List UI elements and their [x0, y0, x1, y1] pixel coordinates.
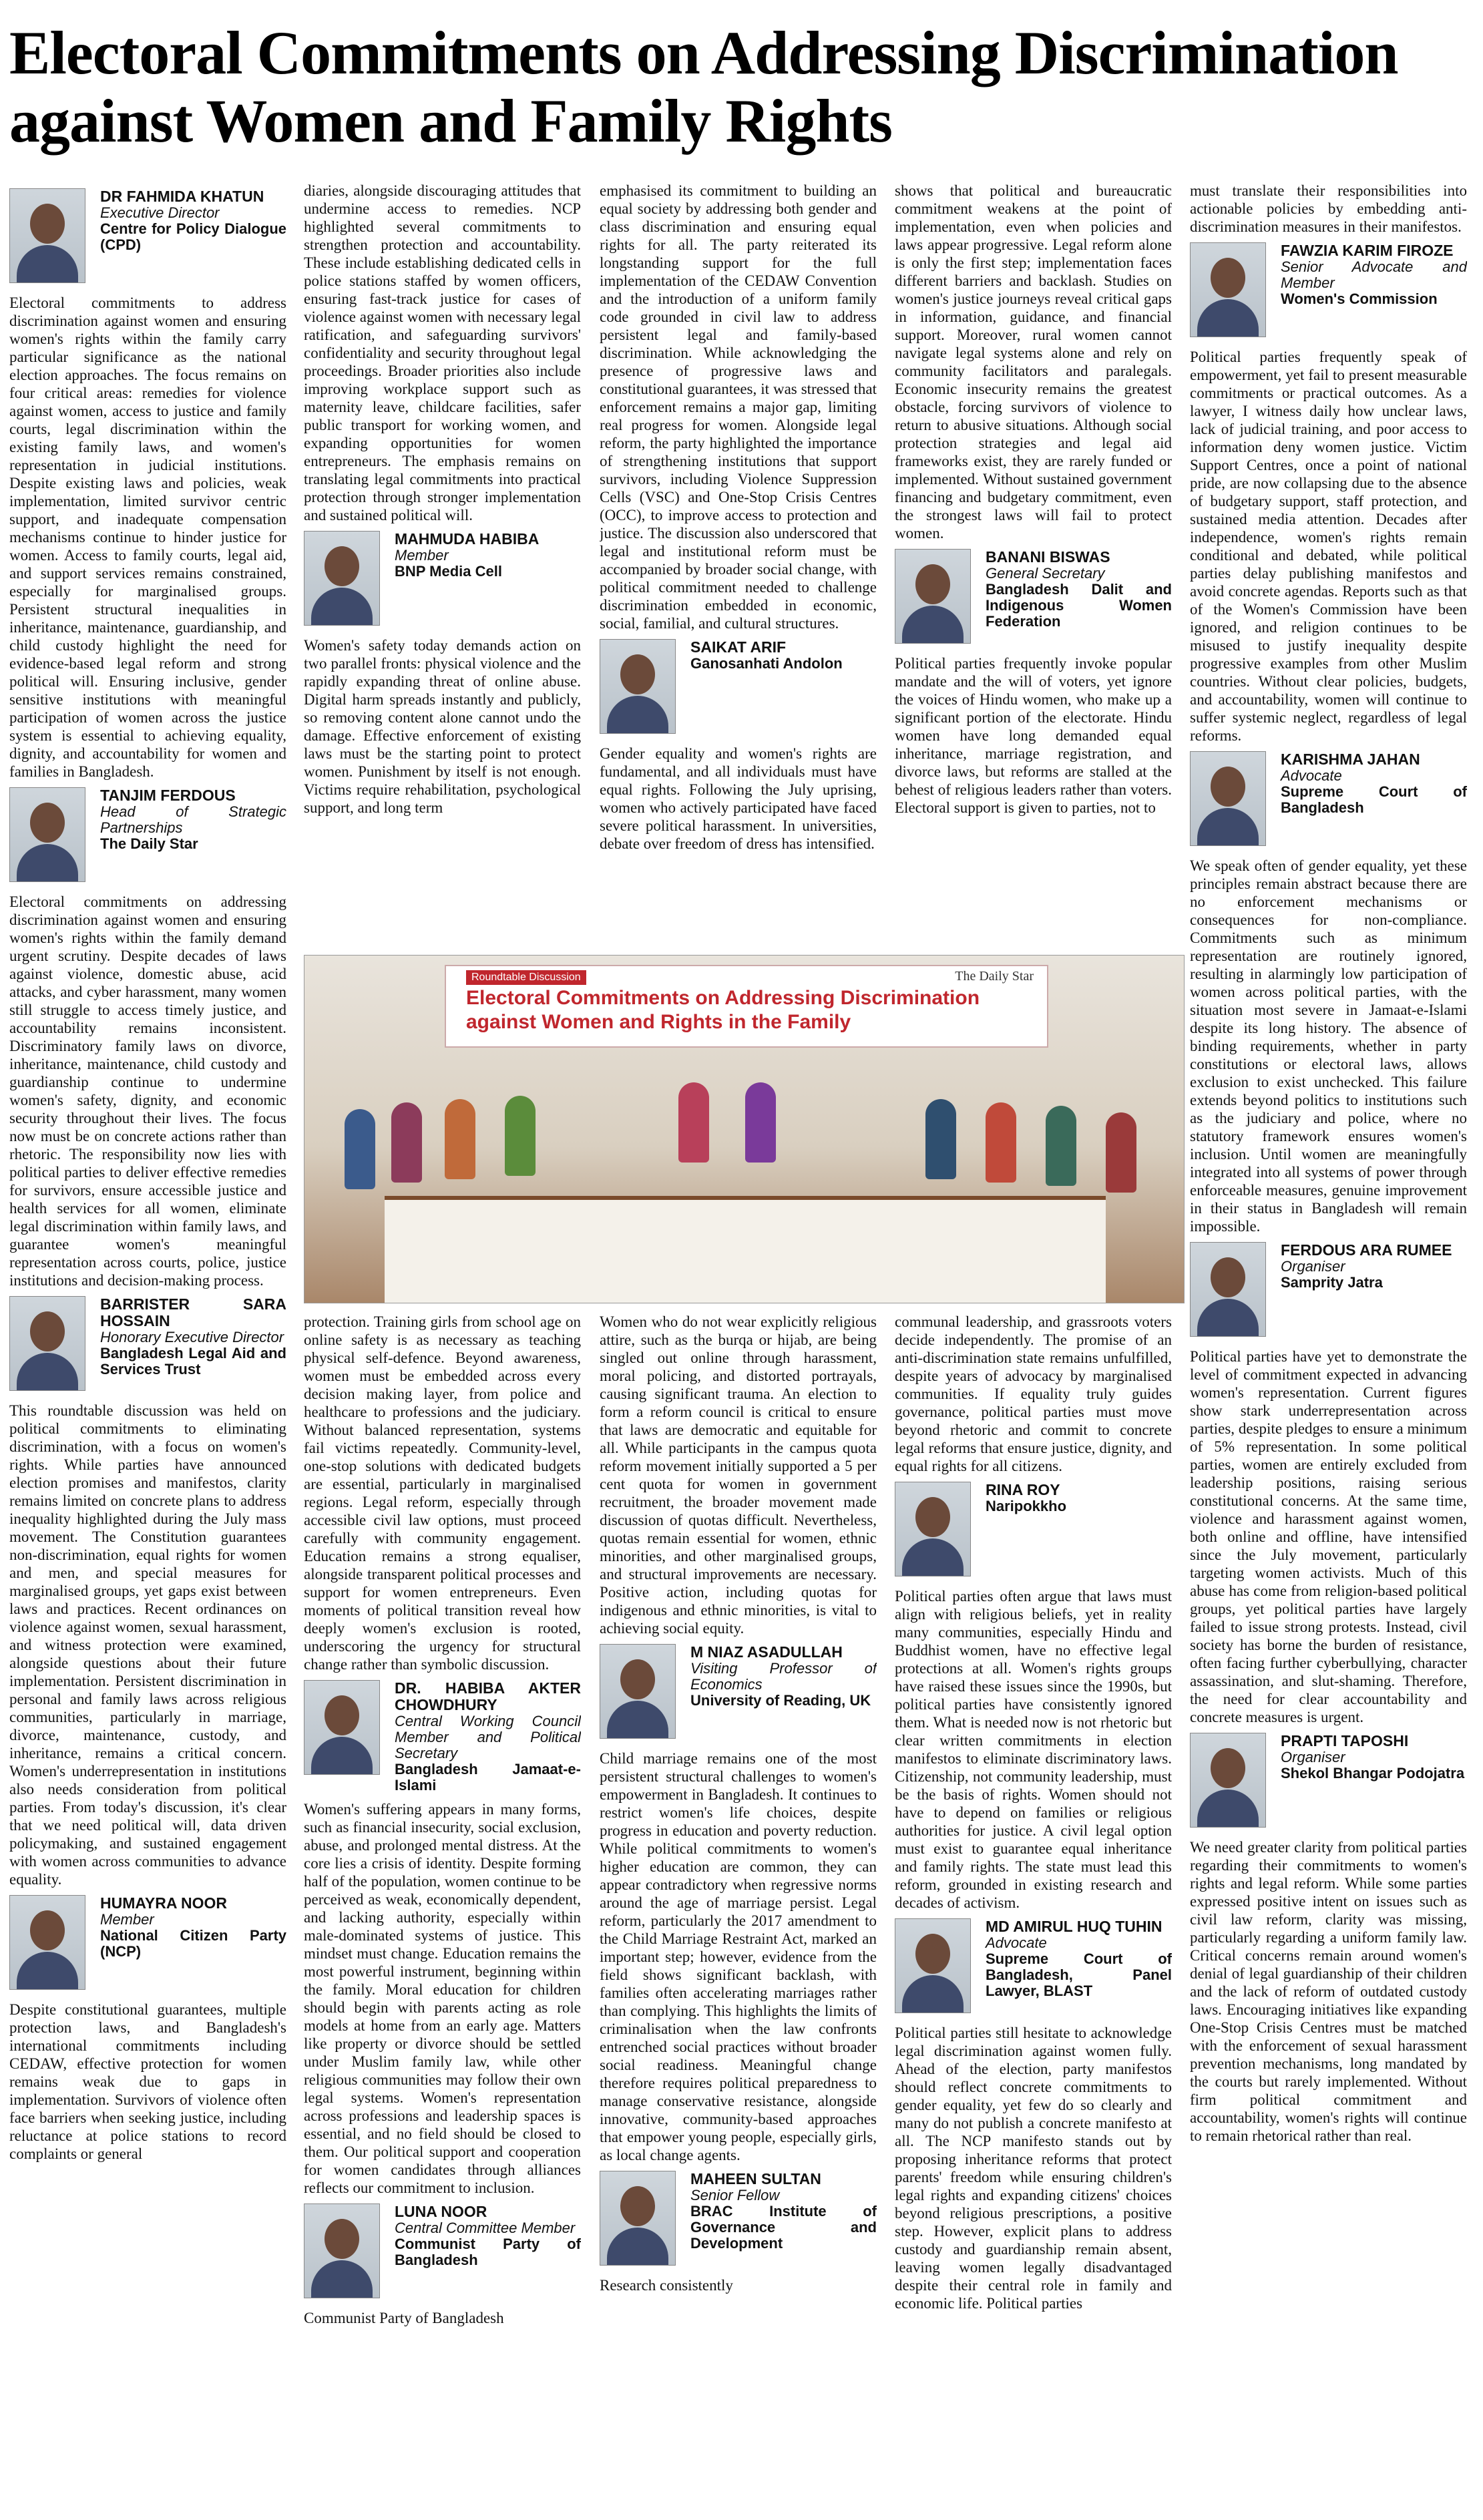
speaker-organisation: Samprity Jatra: [1281, 1274, 1383, 1291]
portrait-head: [30, 803, 65, 843]
portrait-head: [325, 546, 359, 586]
article-paragraph: Communist Party of Bangladesh: [304, 2310, 504, 2326]
speaker-organisation: BNP Media Cell: [395, 563, 502, 580]
speaker-portrait: [1190, 751, 1266, 846]
speaker-organisation: Supreme Court of Bangladesh, Panel Lawyer, BLAST: [986, 1950, 1172, 1999]
speaker-profile: [1190, 751, 1467, 850]
speaker-portrait: [304, 1680, 380, 1775]
speaker-profile: [304, 1680, 581, 1794]
speaker-name: SAIKAT ARIF: [690, 639, 787, 656]
article-paragraph: We need greater clarity from political parties regarding their commitments to women's rights and legal reform. While some parties expressed positive intent on issues such as civil law reform, clarity was missing, particularly regarding a uniform family law. Critical concerns remain around women's denial of legal guardianship of their children and the lack of reform of outdated custody laws. Encouraging initiatives like expanding One-Stop Crisis Centres must be matched with the enforcement of sexual harassment prevention mechanisms, long mandated by the courts but rarely implemented. Without firm political commitment and accountability, women's rights will continue to remain rhetorical rather than real.: [1190, 1839, 1467, 2144]
speaker-organisation: Naripokkho: [986, 1498, 1067, 1514]
banner-tag: Roundtable Discussion: [466, 970, 586, 985]
speaker-organisation: Shekol Bhangar Podojatra: [1281, 1765, 1465, 1781]
participant-figure: [345, 1109, 375, 1189]
speaker-portrait: [9, 1895, 85, 1990]
participant-figure: [925, 1099, 956, 1179]
speaker-name: KARISHMA JAHAN: [1281, 751, 1420, 768]
banner-title: Electoral Commitments on Addressing Discrimination against Women and Rights in the Family: [466, 987, 980, 1033]
speaker-role: Executive Director: [100, 204, 220, 221]
speaker-name: MAHMUDA HABIBA: [395, 531, 540, 548]
speaker-organisation: National Citizen Party (NCP): [100, 1927, 286, 1960]
speaker-profile: [895, 1918, 1172, 2017]
speaker-role: Senior Advocate and Member: [1281, 258, 1467, 291]
speaker-role: Organiser: [1281, 1258, 1345, 1275]
portrait-body: [1197, 1299, 1259, 1337]
speaker-portrait: [1190, 1242, 1266, 1337]
participant-figure: [678, 1082, 709, 1163]
speaker-role: General Secretary: [986, 565, 1105, 582]
speaker-profile: [1190, 1242, 1467, 1341]
speaker-role: Senior Fellow: [690, 2187, 780, 2203]
column-3-bottom: [600, 1313, 877, 2515]
participant-figure: [505, 1096, 536, 1176]
speaker-organisation: BRAC Institute of Governance and Development: [690, 2203, 877, 2252]
speaker-role: Central Committee Member: [395, 2220, 576, 2236]
speaker-name: FAWZIA KARIM FIROZE: [1281, 242, 1454, 259]
speaker-portrait: [895, 1918, 971, 2013]
speaker-organisation: Communist Party of Bangladesh: [395, 2236, 581, 2268]
speaker-organisation: Bangladesh Legal Aid and Services Trust: [100, 1345, 286, 1378]
article-paragraph: Political parties frequently speak of empowerment, yet fail to present measurable commitments or practical outcomes. As a lawyer, I witness daily how unclear laws, lack of judicial training, and poor access to information deny women justice. Victim Support Centres, once a point of national pride, are now collapsing due to the absence of budgetary support, staff protection, and sustained media attention. Decades after independence, women's rights remain conditional and debated, while political parties delay publishing manifestos and avoid concrete agendas. Reports such as that of the Women's Commission have been ignored, and religion continues to be misused to justify inequality despite progressive examples from other Muslim countries. Without clear policies, budgets, and accountability, women will continue to suffer systemic neglect, regardless of legal reforms.: [1190, 349, 1467, 744]
article-paragraph: Despite constitutional guarantees, multiple protection laws, and Bangladesh's international commitments including CEDAW, effective protection for women remains weak due to gaps in implementation. Survivors of violence often face barriers when seeking justice, including reluctance at police stations to record complaints or general: [9, 2001, 286, 2162]
speaker-role: Advocate: [1281, 767, 1342, 784]
speaker-name: DR FAHMIDA KHATUN: [100, 188, 264, 205]
speaker-organisation: The Daily Star: [100, 835, 198, 852]
portrait-body: [607, 1701, 668, 1739]
portrait-head: [915, 1497, 950, 1537]
portrait-body: [1197, 299, 1259, 337]
column-4-top: [895, 182, 1172, 956]
column-5: [1190, 182, 1467, 2512]
column-3-top: [600, 182, 877, 956]
speaker-name: MD AMIRUL HUQ TUHIN: [986, 1918, 1162, 1935]
speaker-name: FERDOUS ARA RUMEE: [1281, 1242, 1452, 1259]
participant-figure: [391, 1102, 422, 1183]
speaker-profile: [600, 2171, 877, 2270]
speaker-profile: [304, 531, 581, 630]
speaker-profile: [9, 787, 286, 886]
portrait-head: [1211, 767, 1245, 807]
speaker-name: BANANI BISWAS: [986, 549, 1110, 566]
roundtable-photo: [304, 955, 1185, 1303]
column-1: [9, 182, 286, 2512]
article-paragraph: Women's safety today demands action on two parallel fronts: physical violence and the rapidly expanding threat of online abuse. Digital harm spreads instantly and publicly, so removing content alone cannot undo the damage. Effective enforcement of existing laws must be the starting point to protect women. Punishment by itself is not enough. Victims require rehabilitation, psychological support, and long term: [304, 637, 581, 816]
speaker-role: Central Working Council Member and Political Secretary: [395, 1713, 581, 1761]
portrait-body: [607, 2228, 668, 2266]
article-paragraph: We speak often of gender equality, yet these principles remain abstract because there are no enforcement mechanisms or consequences for non-compliance. Commitments such as minimum representation are routinely ignored, resulting in alarmingly low participation of women across political parties, with the situation most severe in Jamaat-e-Islami despite its long history. The absence of binding requirements, whether in party constitutions or electoral laws, allows exclusion to exist unchecked. This failure extends beyond politics to institutions such as the judiciary and police, where no statutory framework ensures women's inclusion. Until women are meaningfully integrated into all systems of power through enforceable measures, genuine improvement in their status in Bangladesh will remain impossible.: [1190, 857, 1467, 1235]
conference-table: [385, 1196, 1106, 1303]
speaker-portrait: [1190, 1733, 1266, 1828]
participant-figure: [1046, 1106, 1076, 1186]
speaker-organisation: Centre for Policy Dialogue (CPD): [100, 220, 286, 253]
portrait-body: [902, 606, 964, 644]
speaker-profile: [9, 188, 286, 287]
portrait-head: [325, 1695, 359, 1735]
speaker-role: Head of Strategic Partnerships: [100, 803, 286, 836]
speaker-portrait: [304, 2203, 380, 2298]
portrait-body: [311, 588, 373, 626]
portrait-body: [902, 1975, 964, 2013]
speaker-name: PRAPTI TAPOSHI: [1281, 1733, 1409, 1749]
portrait-head: [620, 654, 655, 694]
speaker-organisation: Ganosanhati Andolon: [690, 655, 843, 672]
article-paragraph: Political parties frequently invoke popular mandate and the will of voters, yet ignore the voices of Hindu women, who make up a significant portion of the electorate. Hindu women have long demanded equal inheritance, marriage registration, and divorce laws, but reforms are stalled at the behest of religious leaders rather than voters. Electoral support is given to parties, not to: [895, 655, 1172, 816]
portrait-head: [620, 1659, 655, 1699]
headline: Electoral Commitments on Addressing Discrimination against Women and Family Rights: [9, 19, 1398, 155]
speaker-profile: [9, 1296, 286, 1395]
column-4-bottom: [895, 1313, 1172, 2515]
portrait-head: [915, 564, 950, 604]
portrait-head: [915, 1934, 950, 1974]
portrait-body: [311, 1737, 373, 1775]
article-paragraph: shows that political and bureaucratic commitment weakens at the point of implementation, even when policies and laws appear progressive. Legal reform alone is only the first step; implementation faces different barriers and backlash. Studies on women's justice journeys reveal critical gaps in information, guidance, and financial support. Moreover, rural women cannot navigate legal systems alone and rely on community facilitators and paralegals. Economic insecurity remains the greatest obstacle, forcing survivors of violence to return to abusive situations. Although social protection strategies and legal aid frameworks exist, they are rarely funded or implemented. Without sustained government financing and budgetary commitment, even the strongest laws will fail to protect women.: [895, 182, 1172, 542]
speaker-profile: [1190, 242, 1467, 341]
speaker-portrait: [895, 549, 971, 644]
article-paragraph: Research consistently: [600, 2277, 733, 2294]
speaker-portrait: [600, 1644, 676, 1739]
speaker-profile: [600, 1644, 877, 1743]
portrait-head: [30, 204, 65, 244]
participant-figure: [1106, 1112, 1136, 1193]
speaker-name: TANJIM FERDOUS: [100, 787, 236, 804]
portrait-head: [30, 1910, 65, 1950]
article-paragraph: communal leadership, and grassroots voters decide independently. The promise of an anti-discrimination state remains unfulfilled, despite years of advocacy by marginalised communities. If equality truly guides governance, political parties must move beyond rhetoric and commit to concrete legal reforms that ensure justice, dignity, and equal rights for all citizens.: [895, 1313, 1172, 1474]
article-paragraph: Gender equality and women's rights are fundamental, and all individuals must have equal rights. Following the July uprising, women who actively participated have faced severe political harassment. In universities, debate over freedom of dress has intensified.: [600, 745, 877, 852]
speaker-organisation: Women's Commission: [1281, 290, 1438, 307]
speaker-role: Member: [395, 547, 449, 564]
portrait-body: [17, 245, 78, 283]
article-paragraph: Electoral commitments to address discrimination against women and ensuring women's rights within the family carry particular significance as the national election approaches. The focus remains on four critical areas: remedies for violence against women, access to justice and family courts, legal discrimination within the existing family laws, and women's representation in judicial institutions. Despite existing laws and policies, weak implementation, limited survivor centric support, and inadequate compensation mechanisms continue to hinder justice for women. Access to family courts, legal aid, and support services remains constrained, especially for marginalised groups. Persistent structural inequalities in inheritance, maintenance, guardianship, and child custody highlight the need for evidence-based legal reform and strong political will. Ensuring inclusive, gender sensitive institutions with meaningful participation of women across the justice system is essential to achieving equality, dignity, and accountability for women and families in Bangladesh.: [9, 294, 286, 780]
speaker-organisation: Supreme Court of Bangladesh: [1281, 783, 1467, 816]
article-paragraph: Child marriage remains one of the most persistent structural challenges to women's empowerment in Bangladesh. It continues to restrict women's life choices, despite progress in education and poverty reduction. While political commitments to women's higher education are common, they can appear contradictory when regressive norms around the age of marriage persist. Legal reform, particularly the 2017 amendment to the Child Marriage Restraint Act, marked an important step; however, evidence from the field shows significant backlash, with families often accelerating marriages rather than complying. This highlights the limits of criminalisation when the law confronts entrenched social practices without broader social readiness. Meaningful change therefore requires political preparedness to manage conservative resistance, alongside innovative, community-based approaches that empower young people, especially girls, as local change agents.: [600, 1750, 877, 2163]
article-paragraph: This roundtable discussion was held on political commitments to eliminating discrimination, with a focus on women's rights. While parties have announced election promises and manifestos, clarity remains limited on concrete plans to address inequality highlighted during the July mass movement. The Constitution guarantees non-discrimination, equal rights for women and men, and special measures for marginalised groups, yet gaps exist between laws and practices. Recent ordinances on violence against women, sexual harassment, and witness protection were examined, alongside questions about their future implementation. Persistent discrimination in personal and family laws across religious communities, particularly in marriage, divorce, maintenance, custody, and inheritance, remains a critical concern. Women's underrepresentation in institutions also needs consideration from political parties. From today's discussion, it's clear that we need political will, data driven policymaking, and sustained engagement with women across communities to advance equality.: [9, 1402, 286, 1888]
speaker-portrait: [600, 639, 676, 734]
portrait-head: [620, 2186, 655, 2226]
participant-figure: [986, 1102, 1016, 1183]
article-paragraph: Political parties have yet to demonstrate the level of commitment expected in advancing women's representation. Current figures show stark underrepresentation across parties, despite pledges to ensure a minimum of 5% representation. In some political parties, women are entirely excluded from leadership positions, raising serious constitutional concerns. At the same time, violence and harassment against women, both online and offline, have intensified since the July movement, particularly targeting women activists. Much of this abuse has come from religion-based political groups, yet political parties have largely failed to issue strong protests. Instead, civil society has borne the burden of resistance, often facing further cyberbullying, character assassination, and slut-shaming. Therefore, the need for clear accountability and concrete measures is urgent.: [1190, 1348, 1467, 1725]
article-paragraph: emphasised its commitment to building an equal society by addressing both gender and class discrimination and ensuring equal rights for all. The party reiterated its longstanding support for the full implementation of the CEDAW Convention and the introduction of a uniform family code grounded in civil law to address persistent legal and family-based discrimination. While acknowledging the presence of progressive laws and constitutional guarantees, it was stressed that enforcement remains a major gap, limiting real progress for women. Alongside legal reform, the party highlighted the importance of strengthening institutions that support survivors, including Violence Suppression Cells (VSC) and One-Stop Crisis Centres (OCC), to improve access to protection and justice. The discussion also underscored that legal and institutional reform must be accompanied by broader social change, with political commitment needed to challenge discrimination embedded in economic, social, familial, and cultural structures.: [600, 182, 877, 632]
speaker-name: RINA ROY: [986, 1482, 1060, 1498]
article-paragraph: Electoral commitments on addressing discrimination against women and ensuring women's rights within the family demand urgent scrutiny. Despite decades of laws against violence, domestic abuse, acid attacks, and cyber harassment, many women still struggle to access timely justice, and accountability remains inconsistent. Discriminatory family laws on divorce, inheritance, maintenance, child custody and guardianship continue to undermine women's safety, dignity, and economic security throughout their lives. The focus now must be on concrete actions rather than rhetoric. The responsibility now lies with political parties to deliver effective remedies for survivors, ensure accessible justice and health services for all women, eliminate legal discrimination within family laws, and guarantee women's meaningful representation across courts, police, justice institutions and decision-making process.: [9, 893, 286, 1289]
speaker-profile: [1190, 1733, 1467, 1832]
speaker-profile: [600, 639, 877, 738]
speaker-profile: [304, 2203, 581, 2302]
column-2-bottom: [304, 1313, 581, 2515]
speaker-profile: [9, 1895, 286, 1994]
speaker-portrait: [9, 188, 85, 283]
portrait-body: [607, 696, 668, 734]
photo-banner: [445, 965, 1048, 1048]
speaker-organisation: University of Reading, UK: [690, 1692, 871, 1709]
speaker-name: M NIAZ ASADULLAH: [690, 1644, 843, 1661]
participant-figure: [445, 1099, 475, 1179]
portrait-head: [30, 1311, 65, 1351]
portrait-body: [311, 2260, 373, 2298]
article-paragraph: must translate their responsibilities into actionable policies by embedding anti-discrimination measures in their manifestos.: [1190, 182, 1467, 235]
portrait-body: [1197, 808, 1259, 846]
speaker-organisation: Bangladesh Jamaat-e-Islami: [395, 1761, 581, 1794]
speaker-portrait: [600, 2171, 676, 2266]
speaker-portrait: [9, 1296, 85, 1391]
portrait-body: [902, 1538, 964, 1577]
article-paragraph: Women who do not wear explicitly religious attire, such as the burqa or hijab, are being singled out online through harassment, moral policing, and distorted portrayals, causing significant trauma. An election to form a reform council is critical to ensure that laws are democratic and equitable for all. While participants in the campus quota reform movement initially supported a 5 per cent quota for women in government recruitment, the broader movement made discussion of quotas difficult. Nevertheless, quotas remain essential for women, ethnic minorities, and other marginalised groups, and structural improvements are necessary. Positive action, including quotas for indigenous and ethnic minorities, is vital to achieving social equity.: [600, 1313, 877, 1637]
speaker-role: Advocate: [986, 1934, 1047, 1951]
speaker-name: HUMAYRA NOOR: [100, 1895, 227, 1912]
article-paragraph: protection. Training girls from school age on online safety is as necessary as teaching physical self-defence. Beyond awareness, women must be embedded across every decision making layer, from police and healthcare to professions and the judiciary. Without balanced representation, systems fail victims repeatedly. Community-level, one-stop solutions with dedicated budgets are essential, particularly in marginalised regions. Legal reform, especially through accessible civil law options, must proceed carefully with community engagement. Education remains a strong equaliser, alongside transparent political processes and support for women entrepreneurs. Even moments of political transition reveal how deeply women's exclusion is rooted, underscoring the urgency for structural change rather than symbolic discussion.: [304, 1313, 581, 1673]
speaker-organisation: Bangladesh Dalit and Indigenous Women Federation: [986, 581, 1172, 630]
participant-figure: [745, 1082, 776, 1163]
speaker-portrait: [9, 787, 85, 882]
speaker-name: LUNA NOOR: [395, 2203, 487, 2220]
portrait-body: [17, 1353, 78, 1391]
column-2-top: [304, 182, 581, 956]
speaker-portrait: [895, 1482, 971, 1577]
portrait-head: [1211, 258, 1245, 298]
portrait-head: [1211, 1748, 1245, 1788]
banner-brand: The Daily Star: [955, 969, 1034, 984]
article-paragraph: Political parties often argue that laws must align with religious beliefs, yet in reality many communities, especially Hindu and Buddhist women, have no effective legal protections at all. Women's rights groups have raised these issues since the 1990s, but political parties have consistently ignored them. What is needed now is not rhetoric but clear written commitments in election manifestos to eliminate discriminatory laws. Citizenship, not community leadership, must be the basis of rights. Women should not have to depend on families or religious authorities for justice. A civil legal option must exist to guarantee equal inheritance and family rights. The state must lead this reform, grounded in existing research and decades of activism.: [895, 1588, 1172, 1911]
speaker-role: Member: [100, 1911, 154, 1928]
portrait-body: [1197, 1790, 1259, 1828]
speaker-profile: [895, 549, 1172, 648]
portrait-body: [17, 844, 78, 882]
portrait-body: [17, 1952, 78, 1990]
speaker-name: BARRISTER SARA HOSSAIN: [100, 1296, 286, 1329]
speaker-role: Honorary Executive Director: [100, 1329, 284, 1345]
portrait-head: [1211, 1257, 1245, 1297]
article-paragraph: Women's suffering appears in many forms, such as financial insecurity, social exclusion, abuse, and prolonged mental distress. At the core lies a crisis of identity. Despite forming half of the population, women continue to be perceived as weak, economically dependent, and lacking authority, especially within male-dominated systems of justice. This mindset must change. Education remains the most powerful instrument, beginning within the family. Moral education for children should begin with parents acting as role models at home from an early age. Matters like property or divorce should be settled under Muslim family law, while other religious communities may follow their own legal systems. Women's representation across professions and leadership spaces is essential, and no field should be closed to them. Our political support and cooperation for women candidates through alliances reflects our commitment to inclusion.: [304, 1801, 581, 2196]
article-paragraph: diaries, alongside discouraging attitudes that undermine access to remedies. NCP highlighted several commitments to strengthen protection and accountability. These include establishing dedicated cells in police stations staffed by women officers, ensuring fast-track justice for cases of violence against women with necessary legal ratification, and safeguarding survivors' confidentiality and security throughout legal proceedings. Broader priorities also include improving workplace support such as maternity leave, childcare facilities, safer public transport for working women, and expanding opportunities for women entrepreneurs. The emphasis remains on translating legal commitments into practical protection through stronger implementation and sustained political will.: [304, 182, 581, 523]
speaker-name: MAHEEN SULTAN: [690, 2171, 821, 2187]
speaker-role: Visiting Professor of Economics: [690, 1660, 877, 1693]
speaker-name: DR. HABIBA AKTER CHOWDHURY: [395, 1680, 581, 1713]
speaker-portrait: [1190, 242, 1266, 337]
article-paragraph: Political parties still hesitate to acknowledge legal discrimination against women fully. Ahead of the election, party manifestos should reflect concrete commitments to gender equality, yet few do so clearly and many do not publish a concrete manifesto at all. The NCP manifesto stands out by proposing inheritance reforms that protect parents' freedom while ensuring children's legal rights and expanding citizens' choices beyond religious prescriptions, a positive step. However, explicit plans to address custody and guardianship remain absent, leaving women legally disadvantaged despite their central role in family and economic life. Political parties: [895, 2025, 1172, 2312]
portrait-head: [325, 2219, 359, 2259]
speaker-portrait: [304, 531, 380, 626]
speaker-profile: [895, 1482, 1172, 1581]
speaker-role: Organiser: [1281, 1749, 1345, 1765]
